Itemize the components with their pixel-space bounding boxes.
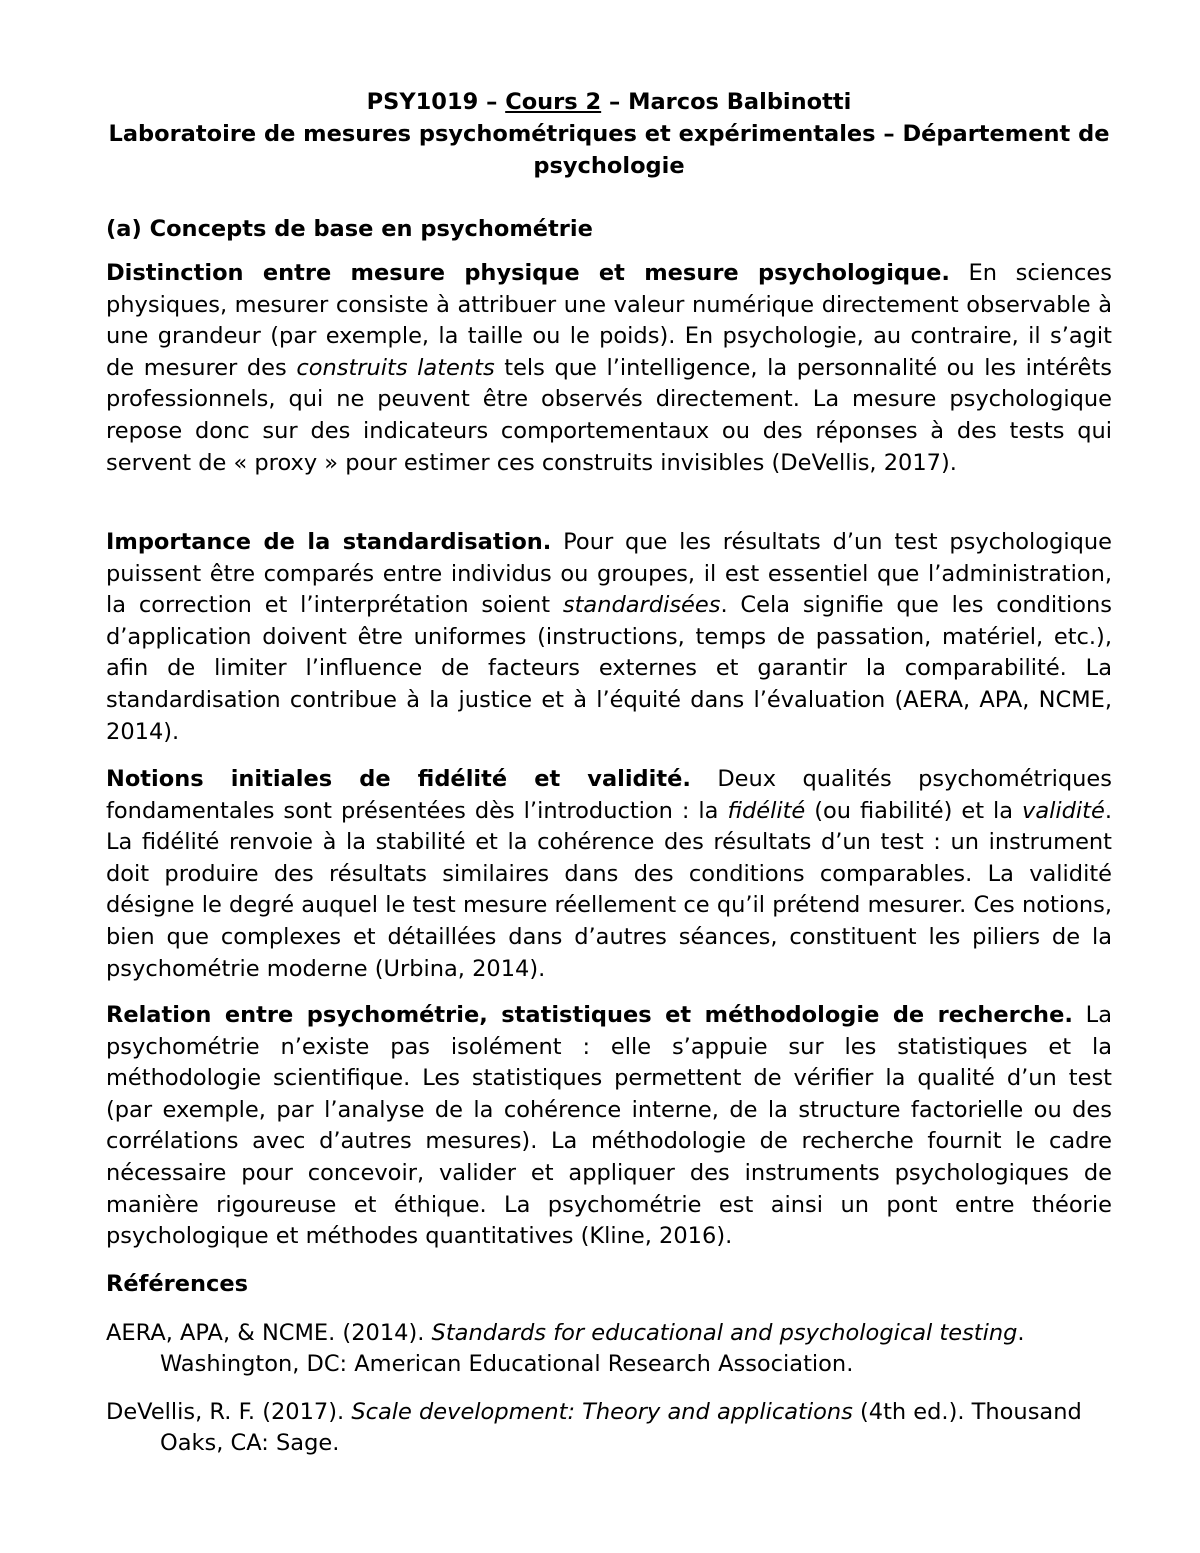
separator: – — [478, 89, 506, 115]
paragraph-text: La psychométrie n’existe pas isolément : elle s’appuie sur les statistiques et la méthodologie scientifique. Les statistiques permettent de vérifier la qualité d’un test (par exemple, par l’analyse de la cohérence interne, de la structure factorielle ou des corrélations avec d’autres mesures). La méthodologie de recherche fournit le cadre nécessaire pour concevoir, valider et appliquer des instruments psychologiques de manière rigoureuse et éthique. La psychométrie est ainsi un pont entre théorie psychologique et méthodes quantitatives (Kline, 2016). — [106, 1002, 1112, 1250]
reference-text: . Washington, DC: American Educational Research Association. — [160, 1320, 1025, 1377]
paragraph-heading: Importance de la standardisation. — [106, 529, 552, 555]
reference-text: DeVellis, R. F. (2017). — [106, 1399, 352, 1425]
paragraph-heading: Notions initiales de fidélité et validité. — [106, 766, 691, 792]
paragraph-relation — [106, 1000, 1112, 1253]
references-title: Références — [106, 1271, 248, 1297]
emphasis-text: validité — [1022, 797, 1105, 824]
separator: – — [601, 89, 629, 115]
section-title: (a) Concepts de base en psychométrie — [106, 216, 593, 242]
paragraph-fidelite-validite — [106, 764, 1112, 985]
author-name: Marcos Balbinotti — [628, 89, 852, 115]
emphasis-text: fidélité — [727, 797, 806, 824]
reference-item — [106, 1397, 1112, 1458]
reference-item — [106, 1318, 1112, 1379]
paragraph-text: (ou fiabilité) et la — [805, 797, 1023, 824]
reference-title: Scale development: Theory and applications — [351, 1399, 853, 1425]
course-number: Cours 2 — [505, 89, 602, 115]
reference-text: AERA, APA, & NCME. (2014). — [106, 1320, 432, 1346]
document-header — [105, 86, 1113, 182]
paragraph-text: tels que l’intelligence, la personnalité ou les intérêts professionnels, qui ne peuvent être observés directement. La mesure psychologique repose donc sur des indicateurs comportementaux ou des réponses à des tests qui servent de « proxy » pour estimer ces construits invisibles (DeVellis, 2017). — [106, 354, 1112, 476]
paragraph-text: Pour que les résultats d’un test psychologique puissent être comparés entre individus ou groupes, il est essentiel que l’administration, la correction et l’interprétation soient — [106, 529, 1112, 619]
lab-subtitle: Laboratoire de mesures psychométriques et expérimentales – Département de psychologie — [108, 121, 1110, 179]
paragraph-heading: Distinction entre mesure physique et mesure psychologique. — [106, 260, 950, 286]
reference-text: (4th ed.). Thousand Oaks, CA: Sage. — [160, 1399, 1082, 1456]
emphasis-text: standardisées — [562, 592, 721, 619]
paragraph-standardisation — [106, 527, 1112, 748]
course-line — [105, 86, 1113, 118]
reference-title: Standards for educational and psychological testing — [431, 1320, 1018, 1346]
paragraph-text: Deux qualités psychométriques fondamentales sont présentées dès l’introduction : la — [106, 766, 1112, 824]
paragraph-distinction — [106, 258, 1112, 479]
emphasis-text: construits latents — [296, 354, 495, 381]
paragraph-text: . La fidélité renvoie à la stabilité et la cohérence des résultats d’un test : un instrument doit produire des résultats similaires dans des conditions comparables. La validité désigne le degré auquel le test mesure réellement ce qu’il prétend mesurer. Ces notions, bien que complexes et détaillées dans d’autres séances, constituent les piliers de la psychométrie moderne (Urbina, 2014). — [106, 797, 1112, 982]
paragraph-text: . Cela signifie que les conditions d’application doivent être uniformes (instructions, temps de passation, matériel, etc.), afin de limiter l’influence de facteurs externes et garantir la comparabilité. La standardisation contribue à la justice et à l’équité dans l’évaluation (AERA, APA, NCME, 2014). — [106, 592, 1112, 745]
paragraph-heading: Relation entre psychométrie, statistiques et méthodologie de recherche. — [106, 1002, 1073, 1028]
paragraph-text: En sciences physiques, mesurer consiste à attribuer une valeur numérique directement observable à une grandeur (par exemple, la taille ou le poids). En psychologie, au contraire, il s’agit de mesurer des — [106, 260, 1112, 381]
course-code: PSY1019 — [366, 89, 479, 115]
